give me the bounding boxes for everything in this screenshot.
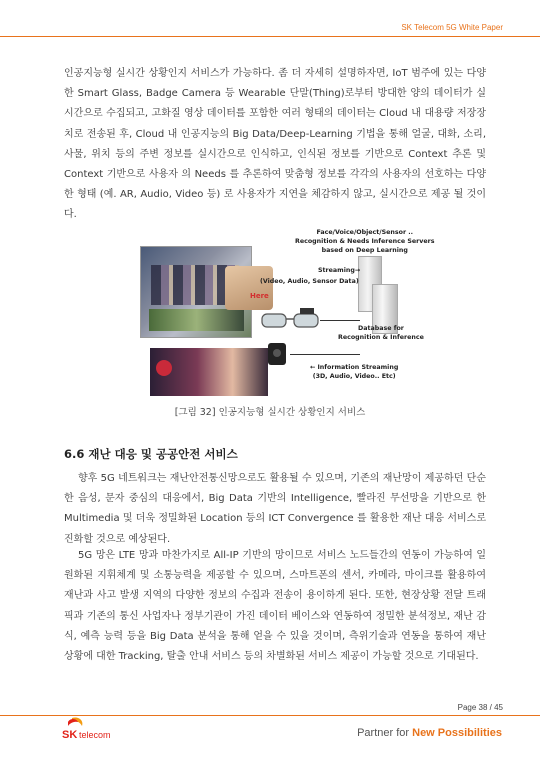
figure-caption: [그림 32] 인공지능형 실시간 상황인지 서비스 [174,407,366,418]
section-title: 6.6 재난 대응 및 공공안전 서비스 [64,447,238,461]
paragraph-text: 5G 망은 LTE 망과 마찬가지로 All-IP 기반의 망이므로 서비스 노드들간의 연동이 가능하여 일원화된 지휘체계 및 소통능력을 제공할 수 있으며, 스마트폰의 센서, 카메라, 마이크를 활용하여 재난과 사고 발생 지역의 다양한 정보의 수집과 전송이 용이하게 된다. 또한, 현장상황 전달 트래픽과 기존의 통신 사업자나 정부기관이 가진 데이터 베이스와 연동하여 정밀한 분석정보, 재난 감식, 예측 능력 등을 Big Data 분석을 통해 얻을 수 있을 것이며, 측위기술과 연동을 통하여 재난상황에 대한 Tracking, 탈출 안내 서비스 등의 차별화된 서비스 제공이 가능할 것으로 기대된다. [64,550,486,663]
paragraph-disaster-1 [64,469,486,550]
database-label: Database for Recognition & Inference [338,325,424,341]
paragraph-intro [64,64,486,226]
header-divider [0,36,540,37]
hand-photo [225,266,273,310]
paragraph-disaster-2 [64,546,486,667]
sk-telecom-logo [62,716,132,742]
page-number: Page 38 / 45 [457,703,503,712]
paragraph-text: 향후 5G 네트워크는 재난안전통신망으로도 활용될 수 있으며, 기존의 재난망이 제공하던 단순한 음성, 문자 중심의 대응에서, Big Data 기반의 Intelligence, 빨라진 무선망을 기반으로 한 Multimedia 및 더욱 정밀화된 Location 등의 ICT Convergence 를 활용한 재난 대응 서비스로 진화할 것으로 예상된다. [64,473,486,545]
smart-glass-icon [260,306,322,332]
arrow-line [290,354,360,355]
paragraph-text: 인공지능형 실시간 상황인지 서비스가 가능하다. 좀 더 자세히 설명하자면, IoT 범주에 있는 다양한 Smart Glass, Badge Camera 등 Wearable 단말(Thing)로부터 방대한 양의 데이터가 실시간으로 수집되고, 고화질 영상 데이터를 포함한 여러 형태의 데이터는 Cloud 내 대용량 저장장치로 전송된 후, Cloud 내 인공지능의 Big Data/Deep-Learning 기법을 통해 얼굴, 대화, 소리, 사물, 위치 등의 주변 정보를 실시간으로 인식하고, 인식된 정보를 기반으로 Context 추론 및 Context 기반으로 사용자 의 Needs 를 추론하여 맞춤형 정보를 각각의 사용자의 선호하는 다양한 형태 (예. AR, Audio, Video 등) 로 사용자가 지연을 체감하지 않고, 실시간으로 제공 될 것이다. [64,68,486,221]
header-title: SK Telecom 5G White Paper [401,23,503,32]
arrow-line [320,320,360,321]
streaming-label: Streaming→ [318,267,361,274]
face-photo [150,348,268,396]
badge-camera-icon [156,360,172,376]
here-label: Here [250,292,269,300]
servers-label: Face/Voice/Object/Sensor .. Recognition & Needs Inference Servers based on Deep Learning [295,229,435,254]
svg-text:SK: SK [62,729,78,741]
information-streaming-label: ← Information Streaming (3D, Audio, Video.. Etc) [310,364,399,380]
streaming-sublabel: (Video, Audio, Sensor Data) [260,278,359,285]
badge-camera-device [268,343,286,365]
footer-tagline: Partner for New Possibilities [357,727,502,739]
figure-ai-situation-awareness [140,228,435,396]
svg-text:telecom: telecom [79,730,111,740]
